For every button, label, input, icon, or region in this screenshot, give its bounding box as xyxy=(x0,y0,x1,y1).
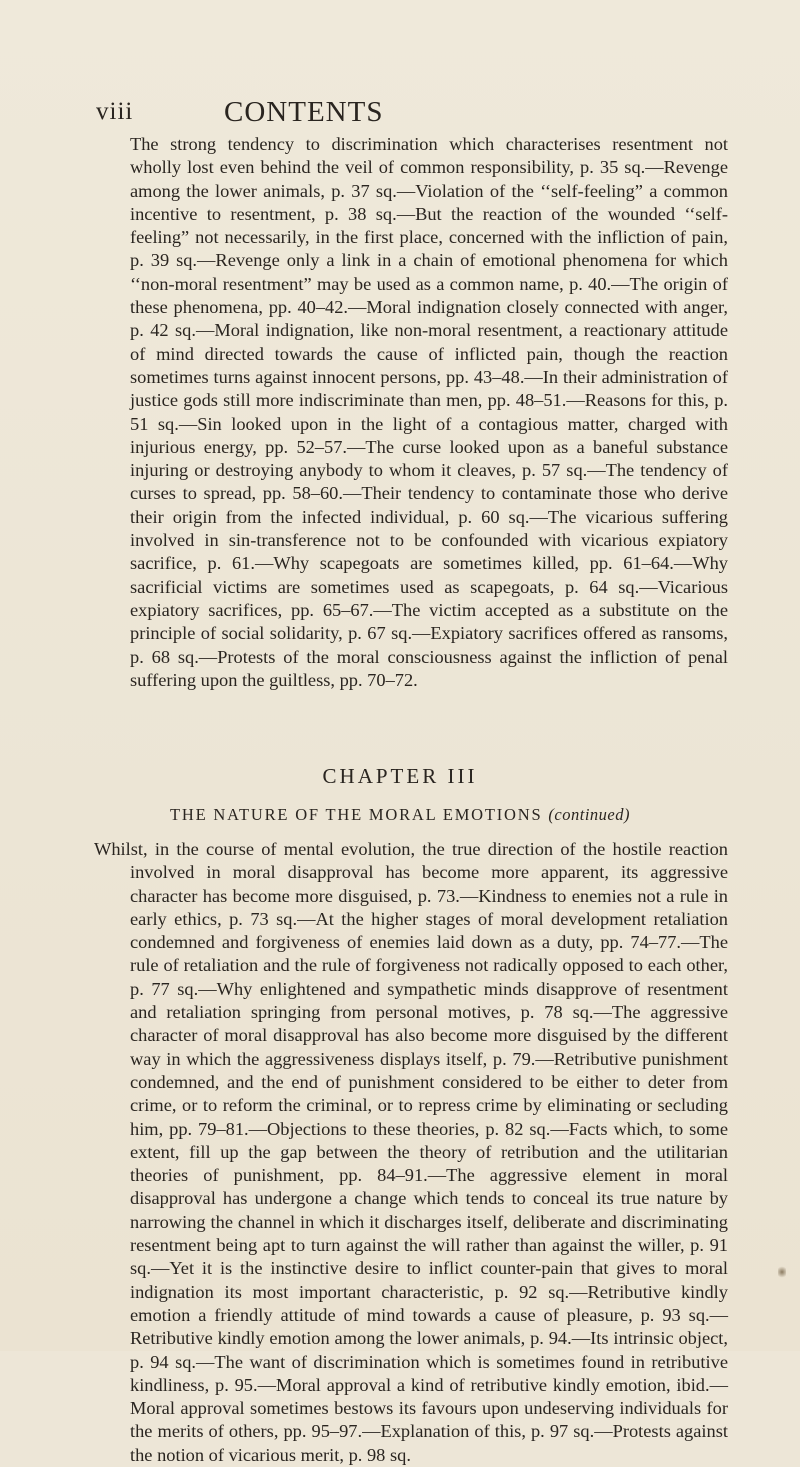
page-smudge xyxy=(778,1265,786,1279)
running-head: CONTENTS xyxy=(224,96,384,128)
chapter-title-suffix: (continued) xyxy=(548,805,630,824)
chapter-summary: Whilst, in the course of mental evolution, the true direction of the hostile reaction involved in moral disapproval has become more apparent, its aggressive character has become more disguised, p. 73.—Kindness to enemies not a rule in early ethics, p. 73 sq.—At the higher stages of moral development retaliation condemned and forgiveness of enemies laid down as a duty, pp. 74–77.—The rule of retaliation and the rule of forgiveness not radically opposed to each other, p. 77 sq.—Why enlightened and sympathetic minds disapprove of resentment and retaliation springing from personal motives, p. 78 sq.—The aggressive character of moral disapproval has also become more disguised by the different way in which the aggressiveness displays itself, p. 79.—Retributive punishment condemned, and the end of punishment considered to be either to deter from crime, or to reform the criminal, or to repress crime by eliminating or secluding him, pp. 79–81.—Objections to these theories, p. 82 sq.—Facts which, to some extent, fill up the gap between the theory of retribution and the utilitarian theories of punishment, pp. 84–91.—The aggressive element in moral disapproval has undergone a change which tends to conceal its true nature by narrowing the channel in which it discharges itself, deliberate and discriminating resentment being apt to turn against the will rather than against the willer, p. 91 sq.—Yet it is the instinctive desire to inflict counter-pain that gives to moral indignation its most important characteristic, p. 92 sq.—Retributive kindly emotion a friendly attitude of mind towards a cause of pleasure, p. 93 sq.—Retributive kindly emotion among the lower animals, p. 94.—Its intrinsic object, p. 94 sq.—The want of discrimination which is sometimes found in retributive kindliness, p. 95.—Moral approval a kind of retributive kindly emotion, ibid.—Moral approval sometimes bestows its favours upon undeserving individuals for the merits of others, pp. 95–97.—Explanation of this, p. 97 sq.—Protests against the notion of vicarious merit, p. 98 sq. xyxy=(94,839,728,1465)
chapter-title-main: THE NATURE OF THE MORAL EMOTIONS xyxy=(170,805,543,824)
previous-chapter-summary: The strong tendency to discrimination which characterises resentment not wholly lost even behind the veil of common responsibility, p. 35 sq.—Revenge among the lower animals, p. 37 sq.—Violation of the ‘‘self-feeling” a common incentive to resentment, p. 38 sq.—But the reaction of the wounded ‘‘self-feeling” not necessarily, in the first place, concerned with the infliction of pain, p. 39 sq.—Revenge only a link in a chain of emotional phenomena for which ‘‘non-moral resentment” may be used as a common name, p. 40.—The origin of these phenomena, pp. 40–42.—Moral indignation closely connected with anger, p. 42 sq.—Moral indignation, like non-moral resentment, a reactionary attitude of mind directed towards the cause of inflicted pain, though the reaction sometimes turns against innocent persons, pp. 43–48.—In their administration of justice gods still more indiscriminate than men, pp. 48–51.—Reasons for this, p. 51 sq.—Sin looked upon in the light of a contagious matter, charged with injurious energy, pp. 52–57.—The curse looked upon as a baneful substance injuring or destroying anybody to whom it cleaves, p. 57 sq.—The tendency of curses to spread, pp. 58–60.—Their tendency to contaminate those who derive their origin from the infected individual, p. 60 sq.—The vicarious suffering involved in sin-transference not to be confounded with vicarious expiatory sacrifice, p. 61.—Why scapegoats are sometimes killed, pp. 61–64.—Why sacrificial victims are sometimes used as scapegoats, p. 64 sq.—Vicarious expiatory sacrifices, pp. 65–67.—The victim accepted as a substitute on the principle of social solidarity, p. 67 sq.—Expiatory sacrifices offered as ransoms, p. 68 sq.—Protests of the moral consciousness against the infliction of penal suffering upon the guiltless, pp. 70–72. xyxy=(130,134,728,690)
chapter-title xyxy=(0,805,800,825)
page-number: viii xyxy=(96,98,134,125)
chapter-number: CHAPTER III xyxy=(322,764,478,788)
